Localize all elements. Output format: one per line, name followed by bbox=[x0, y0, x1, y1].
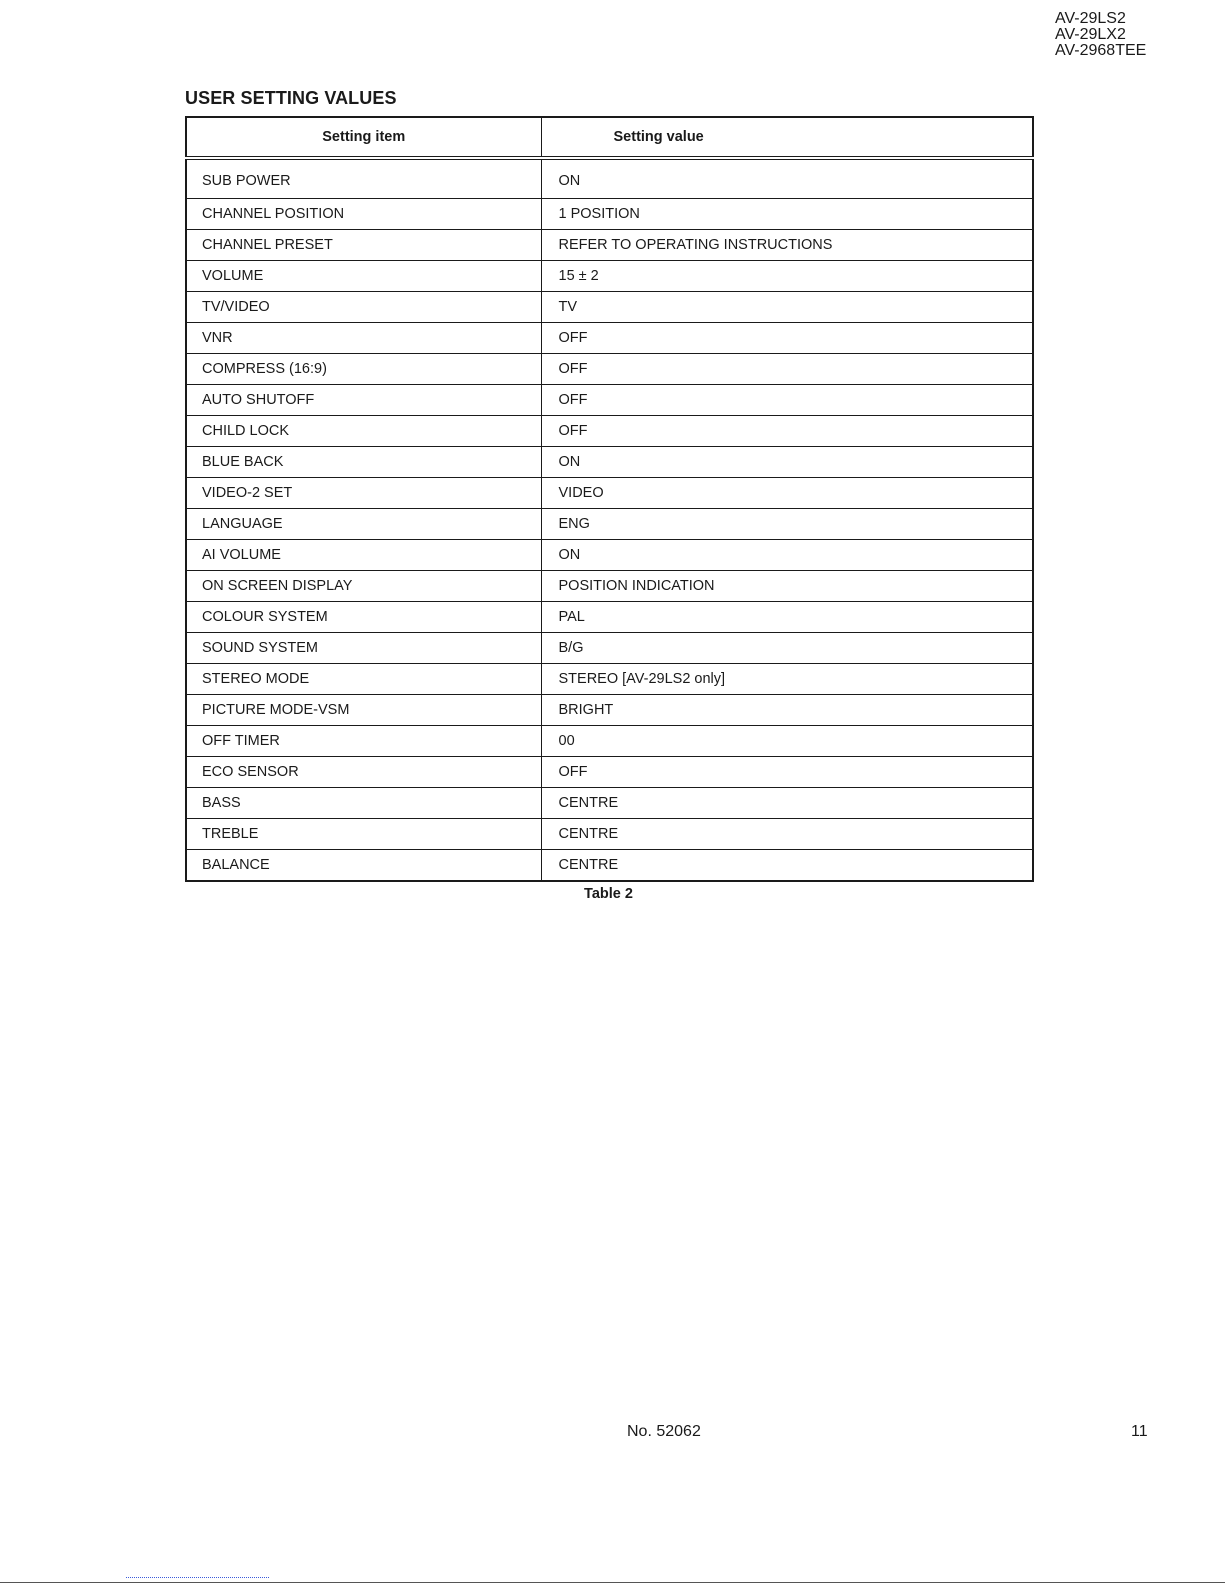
link-underline[interactable] bbox=[126, 1577, 269, 1578]
table-row bbox=[186, 571, 1033, 602]
table-row bbox=[186, 850, 1033, 882]
setting-value-cell: ON bbox=[541, 540, 1033, 571]
setting-item-cell: CHILD LOCK bbox=[186, 416, 541, 447]
setting-value-cell: OFF bbox=[541, 757, 1033, 788]
setting-item-cell: VNR bbox=[186, 323, 541, 354]
table-row bbox=[186, 261, 1033, 292]
table-row bbox=[186, 819, 1033, 850]
setting-item-cell: CHANNEL POSITION bbox=[186, 199, 541, 230]
table-row bbox=[186, 230, 1033, 261]
setting-item-cell: OFF TIMER bbox=[186, 726, 541, 757]
table-row bbox=[186, 757, 1033, 788]
setting-value-cell: OFF bbox=[541, 416, 1033, 447]
page-number: 11 bbox=[1131, 1423, 1148, 1440]
table-row bbox=[186, 158, 1033, 199]
table-row bbox=[186, 447, 1033, 478]
table-row bbox=[186, 664, 1033, 695]
setting-item-cell: ECO SENSOR bbox=[186, 757, 541, 788]
model-name: AV-29LS2 bbox=[1055, 10, 1126, 27]
setting-item-cell: VIDEO-2 SET bbox=[186, 478, 541, 509]
setting-value-cell: VIDEO bbox=[541, 478, 1033, 509]
setting-value-cell: OFF bbox=[541, 354, 1033, 385]
setting-item-cell: SUB POWER bbox=[186, 158, 541, 199]
table-row bbox=[186, 788, 1033, 819]
setting-value-cell: CENTRE bbox=[541, 850, 1033, 882]
setting-item-cell: CHANNEL PRESET bbox=[186, 230, 541, 261]
table-row bbox=[186, 292, 1033, 323]
table-caption: Table 2 bbox=[584, 886, 633, 902]
model-list bbox=[1055, 11, 1146, 59]
setting-item-cell: ON SCREEN DISPLAY bbox=[186, 571, 541, 602]
table-row bbox=[186, 478, 1033, 509]
setting-value-cell: ENG bbox=[541, 509, 1033, 540]
setting-item-cell: LANGUAGE bbox=[186, 509, 541, 540]
setting-item-cell: COLOUR SYSTEM bbox=[186, 602, 541, 633]
table-row bbox=[186, 695, 1033, 726]
setting-value-cell: 1 POSITION bbox=[541, 199, 1033, 230]
setting-value-cell: CENTRE bbox=[541, 788, 1033, 819]
setting-value-cell: OFF bbox=[541, 323, 1033, 354]
setting-value-cell: POSITION INDICATION bbox=[541, 571, 1033, 602]
table-row bbox=[186, 385, 1033, 416]
model-name: AV-29LX2 bbox=[1055, 26, 1126, 43]
setting-value-cell: CENTRE bbox=[541, 819, 1033, 850]
setting-value-cell: BRIGHT bbox=[541, 695, 1033, 726]
setting-item-cell: COMPRESS (16:9) bbox=[186, 354, 541, 385]
setting-item-cell: BASS bbox=[186, 788, 541, 819]
table-row bbox=[186, 199, 1033, 230]
setting-item-cell: AI VOLUME bbox=[186, 540, 541, 571]
setting-item-cell: BLUE BACK bbox=[186, 447, 541, 478]
table-row bbox=[186, 602, 1033, 633]
setting-value-cell: TV bbox=[541, 292, 1033, 323]
setting-value-cell: OFF bbox=[541, 385, 1033, 416]
table-row bbox=[186, 726, 1033, 757]
table-row bbox=[186, 633, 1033, 664]
column-header-setting-value: Setting value bbox=[541, 117, 1033, 158]
table-row bbox=[186, 323, 1033, 354]
setting-item-cell: SOUND SYSTEM bbox=[186, 633, 541, 664]
table-row bbox=[186, 416, 1033, 447]
column-header-setting-item: Setting item bbox=[186, 117, 541, 158]
section-title: USER SETTING VALUES bbox=[185, 88, 397, 108]
setting-item-cell: TV/VIDEO bbox=[186, 292, 541, 323]
setting-value-cell: 15 ± 2 bbox=[541, 261, 1033, 292]
setting-item-cell: TREBLE bbox=[186, 819, 541, 850]
table-row bbox=[186, 540, 1033, 571]
table-row bbox=[186, 354, 1033, 385]
setting-value-cell: ON bbox=[541, 158, 1033, 199]
document-number: No. 52062 bbox=[627, 1423, 701, 1440]
setting-item-cell: VOLUME bbox=[186, 261, 541, 292]
setting-value-cell: ON bbox=[541, 447, 1033, 478]
table-header-row bbox=[186, 117, 1033, 158]
setting-item-cell: STEREO MODE bbox=[186, 664, 541, 695]
setting-item-cell: PICTURE MODE-VSM bbox=[186, 695, 541, 726]
page-bottom-divider bbox=[0, 1582, 1225, 1583]
setting-item-cell: BALANCE bbox=[186, 850, 541, 882]
setting-value-cell: 00 bbox=[541, 726, 1033, 757]
model-name: AV-2968TEE bbox=[1055, 42, 1147, 59]
setting-item-cell: AUTO SHUTOFF bbox=[186, 385, 541, 416]
setting-value-cell: PAL bbox=[541, 602, 1033, 633]
user-setting-values-table bbox=[185, 116, 1034, 882]
setting-value-cell: REFER TO OPERATING INSTRUCTIONS bbox=[541, 230, 1033, 261]
setting-value-cell: STEREO [AV-29LS2 only] bbox=[541, 664, 1033, 695]
table-body bbox=[186, 158, 1033, 881]
table-row bbox=[186, 509, 1033, 540]
setting-value-cell: B/G bbox=[541, 633, 1033, 664]
